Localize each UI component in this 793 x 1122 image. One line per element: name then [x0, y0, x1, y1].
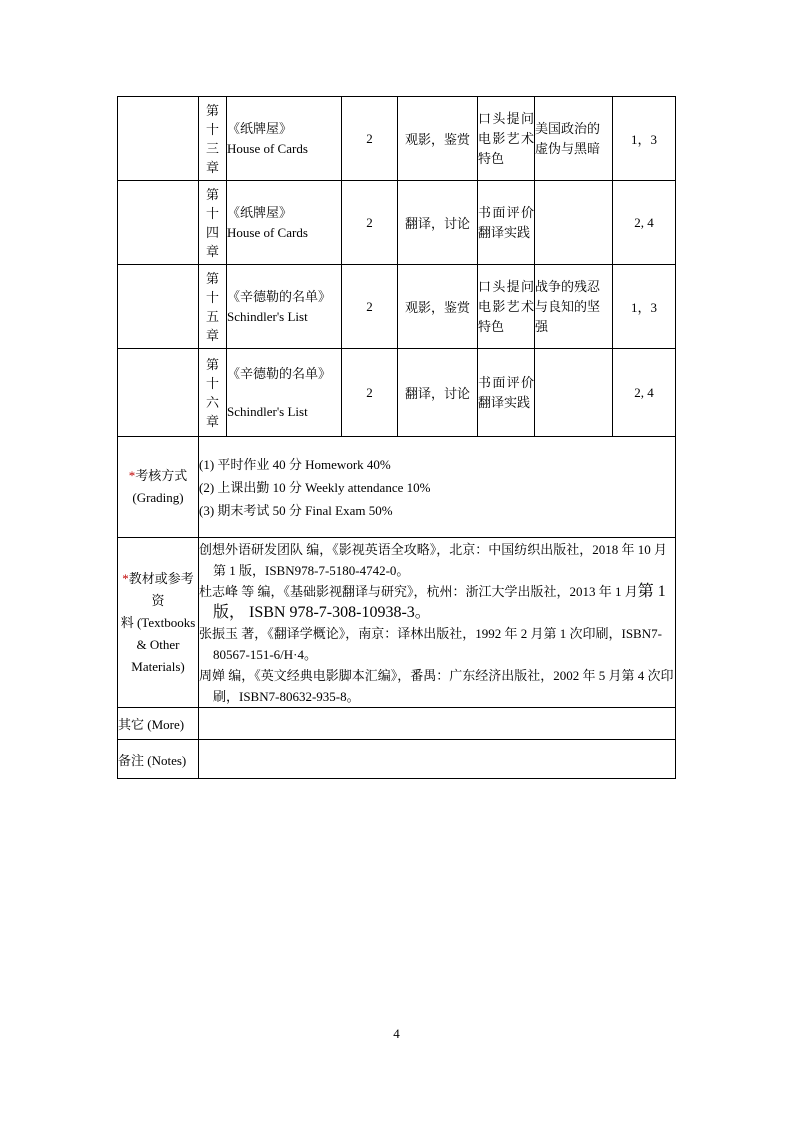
hours-cell: 2 — [342, 97, 398, 181]
required-asterisk: * — [122, 570, 129, 586]
spacer-cell — [118, 349, 199, 437]
chapter-label: 第十五章 — [205, 270, 219, 343]
chapter-cell — [199, 97, 227, 181]
materials-label-line: & Other — [136, 636, 180, 652]
reference-item: 创想外语研发团队 编，《影视英语全攻略》，北京：中国纺织出版社，2018 年 10 月第 1 版，ISBN978-7-5180-4742-0。 — [199, 541, 668, 578]
objectives-cell: 2, 4 — [613, 181, 676, 265]
grading-row — [118, 437, 676, 538]
assessment-text: 书面评价翻译实践 — [478, 204, 534, 240]
method-cell: 翻译，讨论 — [398, 349, 478, 437]
page-number: 4 — [393, 1026, 400, 1041]
notes-label-cell: 备注 (Notes) — [118, 740, 199, 779]
notes-content-cell — [199, 740, 676, 779]
title-cell — [227, 181, 342, 265]
chapter-cell — [199, 265, 227, 349]
content-cell: 美国政治的虚伪与黑暗 — [535, 97, 613, 181]
notes-row — [118, 740, 676, 779]
assessment-cell — [478, 349, 535, 437]
objectives-cell: 1，3 — [613, 265, 676, 349]
title-english: House of Cards — [227, 140, 308, 156]
title-chinese: 《纸牌屋》 — [227, 204, 293, 220]
grading-label-cell — [118, 437, 199, 538]
title-english: Schindler's List — [227, 308, 308, 324]
assessment-cell — [478, 181, 535, 265]
chapter-cell — [199, 181, 227, 265]
materials-content-cell — [199, 538, 676, 708]
assessment-text: 口头提问电影艺术特色 — [478, 110, 534, 166]
title-english: House of Cards — [227, 224, 308, 240]
materials-label-line: 教材或参考资 — [128, 570, 194, 608]
assessment-cell — [478, 265, 535, 349]
title-cell — [227, 97, 342, 181]
content-cell — [535, 181, 613, 265]
title-chinese: 《纸牌屋》 — [227, 120, 293, 136]
more-row — [118, 708, 676, 740]
more-content-cell — [199, 708, 676, 740]
objectives-cell: 1，3 — [613, 97, 676, 181]
hours-cell: 2 — [342, 349, 398, 437]
title-chinese: 《辛德勒的名单》 — [227, 365, 332, 381]
materials-row — [118, 538, 676, 708]
grading-label-cn: 考核方式 — [135, 468, 188, 483]
materials-label-line: 料 (Textbooks — [120, 614, 196, 630]
method-cell: 翻译，讨论 — [398, 181, 478, 265]
chapter-cell — [199, 349, 227, 437]
reference-item: 周婵 编，《英文经典电影脚本汇编》，番禺：广东经济出版社，2002 年 5 月第 4 次印刷，ISBN7-80632-935-8。 — [199, 667, 674, 704]
method-cell: 观影，鉴赏 — [398, 265, 478, 349]
materials-label-cell — [118, 538, 199, 708]
schedule-row-ch13 — [118, 97, 676, 181]
grading-item: (1) 平时作业 40 分 Homework 40% — [199, 456, 391, 472]
assessment-text: 书面评价翻译实践 — [478, 374, 534, 410]
reference-item: 张振玉 著，《翻译学概论》，南京：译林出版社，1992 年 2 月第 1 次印刷，ISBN7-80567-151-6/H·4。 — [199, 625, 662, 662]
required-asterisk: * — [128, 468, 136, 483]
schedule-row-ch14 — [118, 181, 676, 265]
title-chinese: 《辛德勒的名单》 — [227, 288, 332, 304]
chapter-label: 第十六章 — [205, 356, 219, 429]
chapter-label: 第十三章 — [205, 102, 219, 175]
content-cell — [535, 349, 613, 437]
chapter-label: 第十四章 — [205, 186, 219, 259]
grading-content-cell — [199, 437, 676, 538]
spacer-cell — [118, 97, 199, 181]
more-label-cell: 其它 (More) — [118, 708, 199, 740]
title-cell — [227, 349, 342, 437]
assessment-text: 口头提问电影艺术特色 — [478, 278, 534, 334]
content-cell: 战争的残忍与良知的坚强 — [535, 265, 613, 349]
schedule-row-ch16 — [118, 349, 676, 437]
title-cell — [227, 265, 342, 349]
objectives-cell: 2, 4 — [613, 349, 676, 437]
hours-cell: 2 — [342, 181, 398, 265]
title-english: Schindler's List — [227, 403, 308, 419]
materials-label-line: Materials) — [131, 658, 185, 674]
assessment-cell — [478, 97, 535, 181]
hours-cell: 2 — [342, 265, 398, 349]
grading-label-en: (Grading) — [132, 490, 184, 505]
spacer-cell — [118, 265, 199, 349]
grading-item: (2) 上课出勤 10 分 Weekly attendance 10% — [199, 479, 431, 495]
method-cell: 观影，鉴赏 — [398, 97, 478, 181]
reference-item: 杜志峰 等 编，《基础影视翻译与研究》，杭州：浙江大学出版社，2013 年 1 月第 1 版， ISBN 978-7-308-10938-3。 — [199, 582, 666, 621]
spacer-cell — [118, 181, 199, 265]
course-schedule-table — [117, 96, 676, 779]
schedule-row-ch15 — [118, 265, 676, 349]
grading-item: (3) 期末考试 50 分 Final Exam 50% — [199, 502, 393, 518]
